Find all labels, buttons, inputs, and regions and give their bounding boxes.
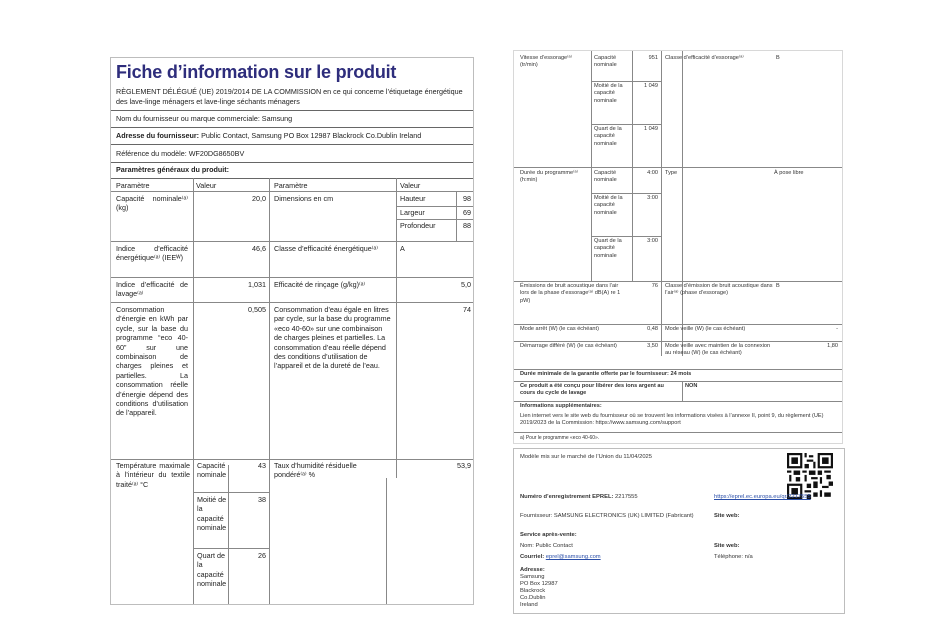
duration-full-value: 4:00 xyxy=(647,170,658,176)
wash-efficiency-value: 1,031 xyxy=(248,280,266,289)
duration-quarter-value: 3:00 xyxy=(647,238,658,244)
address-line: Blackrock xyxy=(520,588,546,594)
type-label: Type xyxy=(665,170,678,176)
address-line: Co.Dublin xyxy=(520,595,546,601)
noise-value: 76 xyxy=(651,283,658,289)
qr-code-icon xyxy=(787,453,833,499)
humidity-label: Taux d’humidité résiduelle pondéré⁽ᵃ⁾ % xyxy=(274,461,357,480)
header-param2: Paramètre xyxy=(274,181,308,190)
duration-half-value: 3:00 xyxy=(647,195,658,201)
spin-class-label: Classe d’efficacité d’essorage⁽ᵃ⁾ xyxy=(665,55,744,61)
header-value2: Valeur xyxy=(400,181,421,190)
humidity-value: 53,9 xyxy=(457,461,471,470)
email-line: Courriel: eprel@samsung.com xyxy=(520,554,601,560)
duration-sub-quarter: Quart de la capacité nominale xyxy=(594,238,622,259)
max-temp-label: Température maximale à l’intérieur du textile traité⁽ᵃ⁾ °C xyxy=(116,461,190,489)
temp-sub-half: Moitié de la capacité nominale xyxy=(197,495,227,533)
noise-label: Émissions de bruit acoustique dans l’air lors de la phase d’essorage⁽ᵃ⁾ dB(A) re 1 pW) xyxy=(520,283,621,304)
spin-half-value: 1 049 xyxy=(644,83,658,89)
capacity-value: 20,0 xyxy=(252,194,266,203)
regulation-subtitle: RÈGLEMENT DÉLÉGUÉ (UE) 2019/2014 DE LA COMMISSION en ce qui concerne l’étiquetage énergétique des lave-linge ménagers et lave-linge séchants ménagers xyxy=(116,87,463,106)
width-value: 69 xyxy=(463,208,471,217)
product-sheet-page-2 xyxy=(513,50,843,444)
divider xyxy=(111,110,473,111)
temp-half-value: 38 xyxy=(258,495,266,504)
address-line: Ireland xyxy=(520,602,538,608)
water-consumption-label: Consommation d’eau égale en litres par cycle, sur la base du programme «eco 40-60» sur une combinaison de charges pleines et partielles. La consommation d’eau réelle dépend des conditions d’utilisation de l’appareil et de la dureté de l’eau. xyxy=(274,305,391,371)
height-value: 98 xyxy=(463,194,471,203)
type-value: À pose libre xyxy=(774,170,804,176)
temp-full-value: 43 xyxy=(258,461,266,470)
product-sheet-page-1 xyxy=(110,57,474,605)
divider xyxy=(111,162,473,163)
eprel-number: Numéro d’enregistrement EPREL: 2217555 xyxy=(520,494,638,500)
after-sales-heading: Service après-vente: xyxy=(520,532,577,538)
eprel-link[interactable]: https://eprel.ec.europa.eu/qr/2217555 xyxy=(714,494,811,500)
spin-quarter-value: 1 049 xyxy=(644,126,658,132)
spin-speed-label: Vitesse d’essorage⁽ᵃ⁾ (tr/min) xyxy=(520,55,572,69)
rinse-value: 5,0 xyxy=(461,280,471,289)
standby-label: Mode veille (W) (le cas échéant) xyxy=(665,326,746,332)
standby-value: - xyxy=(836,326,838,332)
energy-consumption-label: Consommation d’énergie en kWh par cycle, sur la base du programme “eco 40-60” sur une combinaison de charges pleines et partielles. La consommation réelle d’énergie dépend des conditions d’utilisation de l’appareil. xyxy=(116,305,188,418)
duration-label: Durée du programme⁽ᵃ⁾ (h:min) xyxy=(520,170,578,184)
additional-info-text: Lien internet vers le site web du fournisseur où se trouvent les informations visées à l’annexe II, point 9, du règlement (UE) 2019/2023 de la Commission: https://www.samsung.com/support xyxy=(520,413,824,427)
iee-label: Indice d’efficacité énergétique⁽ᵃ⁾ (IEEᵂ) xyxy=(116,244,188,263)
height-label: Hauteur xyxy=(400,194,426,203)
site-web-label-2: Site web: xyxy=(714,543,740,549)
spin-sub-quarter: Quart de la capacité nominale xyxy=(594,126,622,147)
duration-sub-half: Moitié de la capacité nominale xyxy=(594,195,623,216)
supplier-name: Nom du fournisseur ou marque commerciale: Samsung xyxy=(116,114,293,123)
supplier-line: Fournisseur: SAMSUNG ELECTRONICS (UK) LIMITED (Fabricant) xyxy=(520,513,694,519)
energy-class-label: Classe d’efficacité énergétique⁽ᵃ⁾ xyxy=(274,244,378,253)
energy-consumption-value: 0,505 xyxy=(248,305,266,314)
spin-sub-half: Moitié de la capacité nominale xyxy=(594,83,623,104)
phone-line: Téléphone: n/a xyxy=(714,554,753,560)
delay-start-value: 3,50 xyxy=(647,343,658,349)
email-link[interactable]: eprel@samsung.com xyxy=(545,554,601,560)
header-param: Paramètre xyxy=(116,181,150,190)
duration-sub-full: Capacité nominale xyxy=(594,170,617,184)
off-mode-label: Mode arrêt (W) (le cas échéant) xyxy=(520,326,599,332)
temp-sub-quarter: Quart de la capacité nominale xyxy=(197,551,227,589)
address-label: Adresse: xyxy=(520,567,545,573)
warranty: Durée minimale de la garantie offerte par le fournisseur: 24 mois xyxy=(520,371,692,377)
divider xyxy=(111,127,473,128)
supplier-address: Adresse du fournisseur: Public Contact, Samsung PO Box 12987 Blackrock Co.Dublin Ireland xyxy=(116,131,422,140)
temp-quarter-value: 26 xyxy=(258,551,266,560)
general-params-heading: Paramètres généraux du produit: xyxy=(116,165,230,174)
page-title: Fiche d’information sur le produit xyxy=(116,62,397,82)
temp-sub-full: Capacité nominale xyxy=(197,461,227,480)
additional-info-title: Informations supplémentaires: xyxy=(520,403,602,409)
width-label: Largeur xyxy=(400,208,425,217)
model-reference: Référence du modèle: WF20DG8650BV xyxy=(116,149,245,158)
water-consumption-value: 74 xyxy=(463,305,471,314)
network-standby-label: Mode veille avec maintien de la connexion au réseau (W) (le cas échéant) xyxy=(665,343,771,357)
noise-class-value: B xyxy=(776,283,780,289)
network-standby-value: 1,80 xyxy=(827,343,838,349)
divider xyxy=(111,144,473,145)
depth-value: 88 xyxy=(463,221,471,230)
silver-ions-label: Ce produit a été conçu pour libérer des ions argent au cours du cycle de lavage xyxy=(520,383,664,397)
capacity-label: Capacité nominale⁽ᵃ⁾ (kg) xyxy=(116,194,188,213)
wash-efficiency-label: Indice d’efficacité de lavage⁽ᵃ⁾ xyxy=(116,280,188,299)
spin-sub-full: Capacité nominale xyxy=(594,55,617,69)
noise-class-label: Classe d’émission de bruit acoustique dans l’air⁽ᵃ⁾ (phase d’essorage) xyxy=(665,283,773,297)
site-web-label: Site web: xyxy=(714,513,740,519)
header-value: Valeur xyxy=(196,181,217,190)
silver-ions-value: NON xyxy=(685,383,698,389)
address-line: Samsung xyxy=(520,574,545,580)
divider xyxy=(111,178,473,179)
off-mode-value: 0,48 xyxy=(647,326,658,332)
energy-class-value: A xyxy=(400,244,405,253)
spin-full-value: 951 xyxy=(648,55,658,61)
rinse-label: Efficacité de rinçage (g/kg)⁽ᵃ⁾ xyxy=(274,280,366,289)
iee-value: 46,6 xyxy=(252,244,266,253)
dimensions-label: Dimensions en cm xyxy=(274,194,334,203)
delay-start-label: Démarrage différé (W) (le cas échéant) xyxy=(520,343,617,349)
spin-class-value: B xyxy=(776,55,780,61)
contact-name: Nom: Public Contact xyxy=(520,543,573,549)
address-line: PO Box 12987 xyxy=(520,581,558,587)
footnote: a) Pour le programme «eco 40-60». xyxy=(520,435,600,441)
depth-label: Profondeur xyxy=(400,221,436,230)
eprel-info-page xyxy=(513,448,845,614)
market-date: Modèle mis sur le marché de l’Union du 11/04/2025 xyxy=(520,454,653,460)
